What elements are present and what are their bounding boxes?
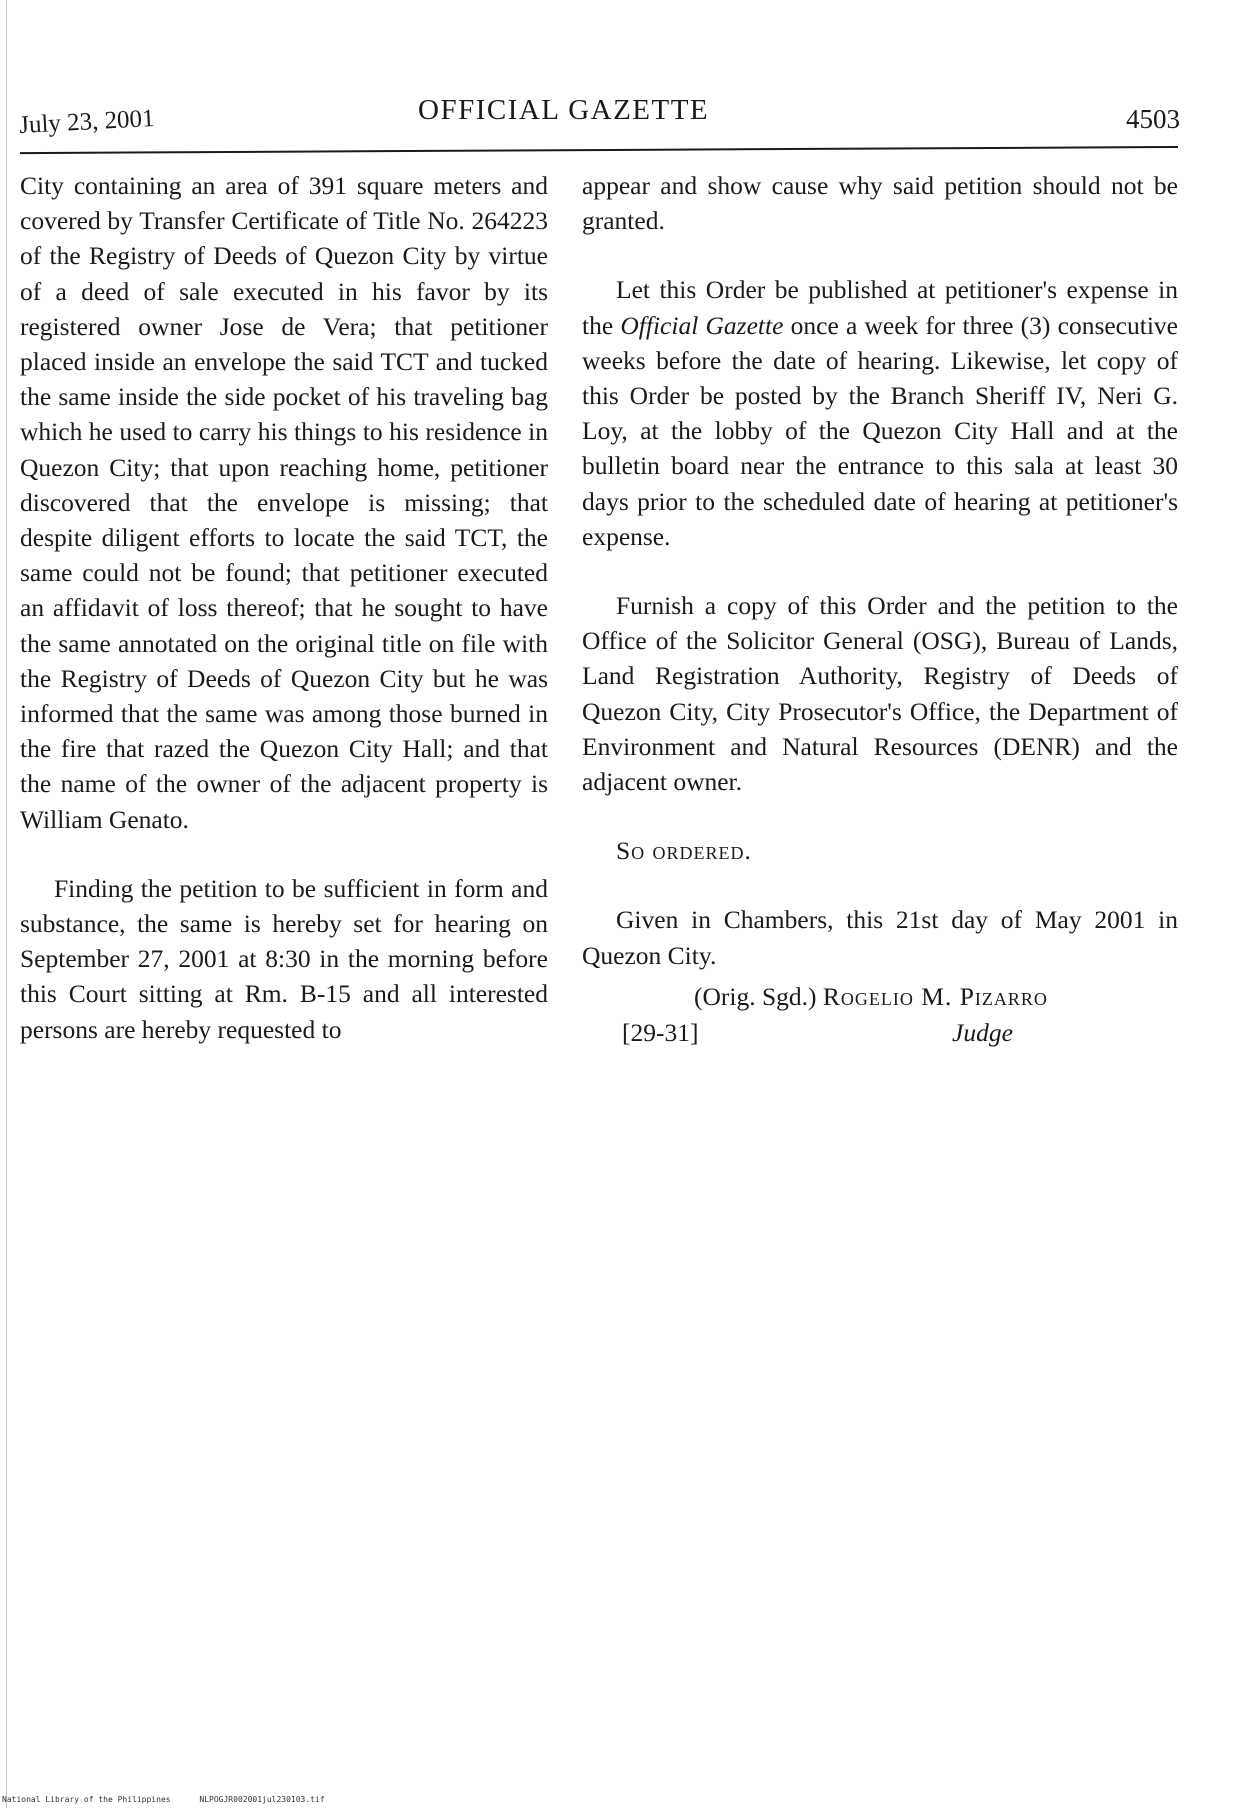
header-title: OFFICIAL GAZETTE xyxy=(418,94,710,126)
left-paragraph-1: City containing an area of 391 square meters and covered by Transfer Certificate of Title No. 264223 of the Registry of Deeds of Quezon City by virtue of a deed of sale executed in his favor by its registered owner Jose de Vera; that petitioner placed inside an envelope the said TCT and tucked the same inside the side pocket of his traveling bag which he used to carry his things to his residence in Quezon City; that upon reaching home, petitioner discovered that the envelope is missing; that despite diligent efforts to locate the said TCT, the same could not be found; that petitioner executed an affidavit of loss thereof; that he sought to have the same annotated on the original title on file with the Registry of Deeds of Quezon City but he was informed that the same was among those burned in the fire that razed the Quezon City Hall; and that the name of the owner of the adjacent property is William Genato. xyxy=(20,171,548,834)
scan-footer xyxy=(2,1795,349,1804)
right-paragraph-2 xyxy=(582,272,1178,554)
given-in-chambers: Given in Chambers, this 21st day of May 2001 in Quezon City. xyxy=(582,905,1178,970)
right-paragraph-3: Furnish a copy of this Order and the petition to the Office of the Solicitor General (OSG), Bureau of Lands, Land Registration Authority, Registry of Deeds of Quezon City, City Prosecutor's Office, the Department of Environment and Natural Resources (DENR) and the adjacent owner. xyxy=(582,591,1178,797)
page-header xyxy=(20,92,1180,148)
file-id: NLPOGJR002001jul230103.tif xyxy=(199,1795,325,1804)
publication-text-end: once a week for three (3) consecutive weeks before the date of hearing. Likewise, let copy of this Order be posted by the Branch Sheriff IV, Neri G. Loy, at the lobby of the Quezon City Hall and at the bulletin board near the entrance to this sala at least 30 days prior to the scheduled date of hearing at petitioner's expense. xyxy=(582,310,1178,551)
right-column xyxy=(582,168,1178,1051)
right-paragraph-1: appear and show cause why said petition should not be granted. xyxy=(582,171,1178,236)
so-ordered: So ordered. xyxy=(616,836,752,866)
left-column xyxy=(20,168,548,1047)
publication-reference: [29-31] xyxy=(622,1017,699,1047)
signatory-title: Judge xyxy=(952,1017,1013,1047)
signature-prefix: (Orig. Sgd.) xyxy=(694,981,817,1011)
library-name: National Library of the Philippines xyxy=(2,1795,171,1804)
publication-name: Official Gazette xyxy=(620,310,784,340)
signatory-name: Rogelio M. Pizarro xyxy=(822,981,1048,1011)
signature-block xyxy=(582,979,1178,1051)
left-paragraph-2: Finding the petition to be sufficient in form and substance, the same is hereby set for hearing on September 27, 2001 at 8:30 in the morning before this Court sitting at Rm. B-15 and all interested persons are hereby requested to xyxy=(20,873,548,1044)
publication-text-start: Let this Order be published at petitioner's expense in the xyxy=(582,275,1178,340)
scan-edge-line xyxy=(6,0,7,1808)
header-page-number: 4503 xyxy=(1126,104,1180,134)
header-date: July 23, 2001 xyxy=(18,104,156,140)
